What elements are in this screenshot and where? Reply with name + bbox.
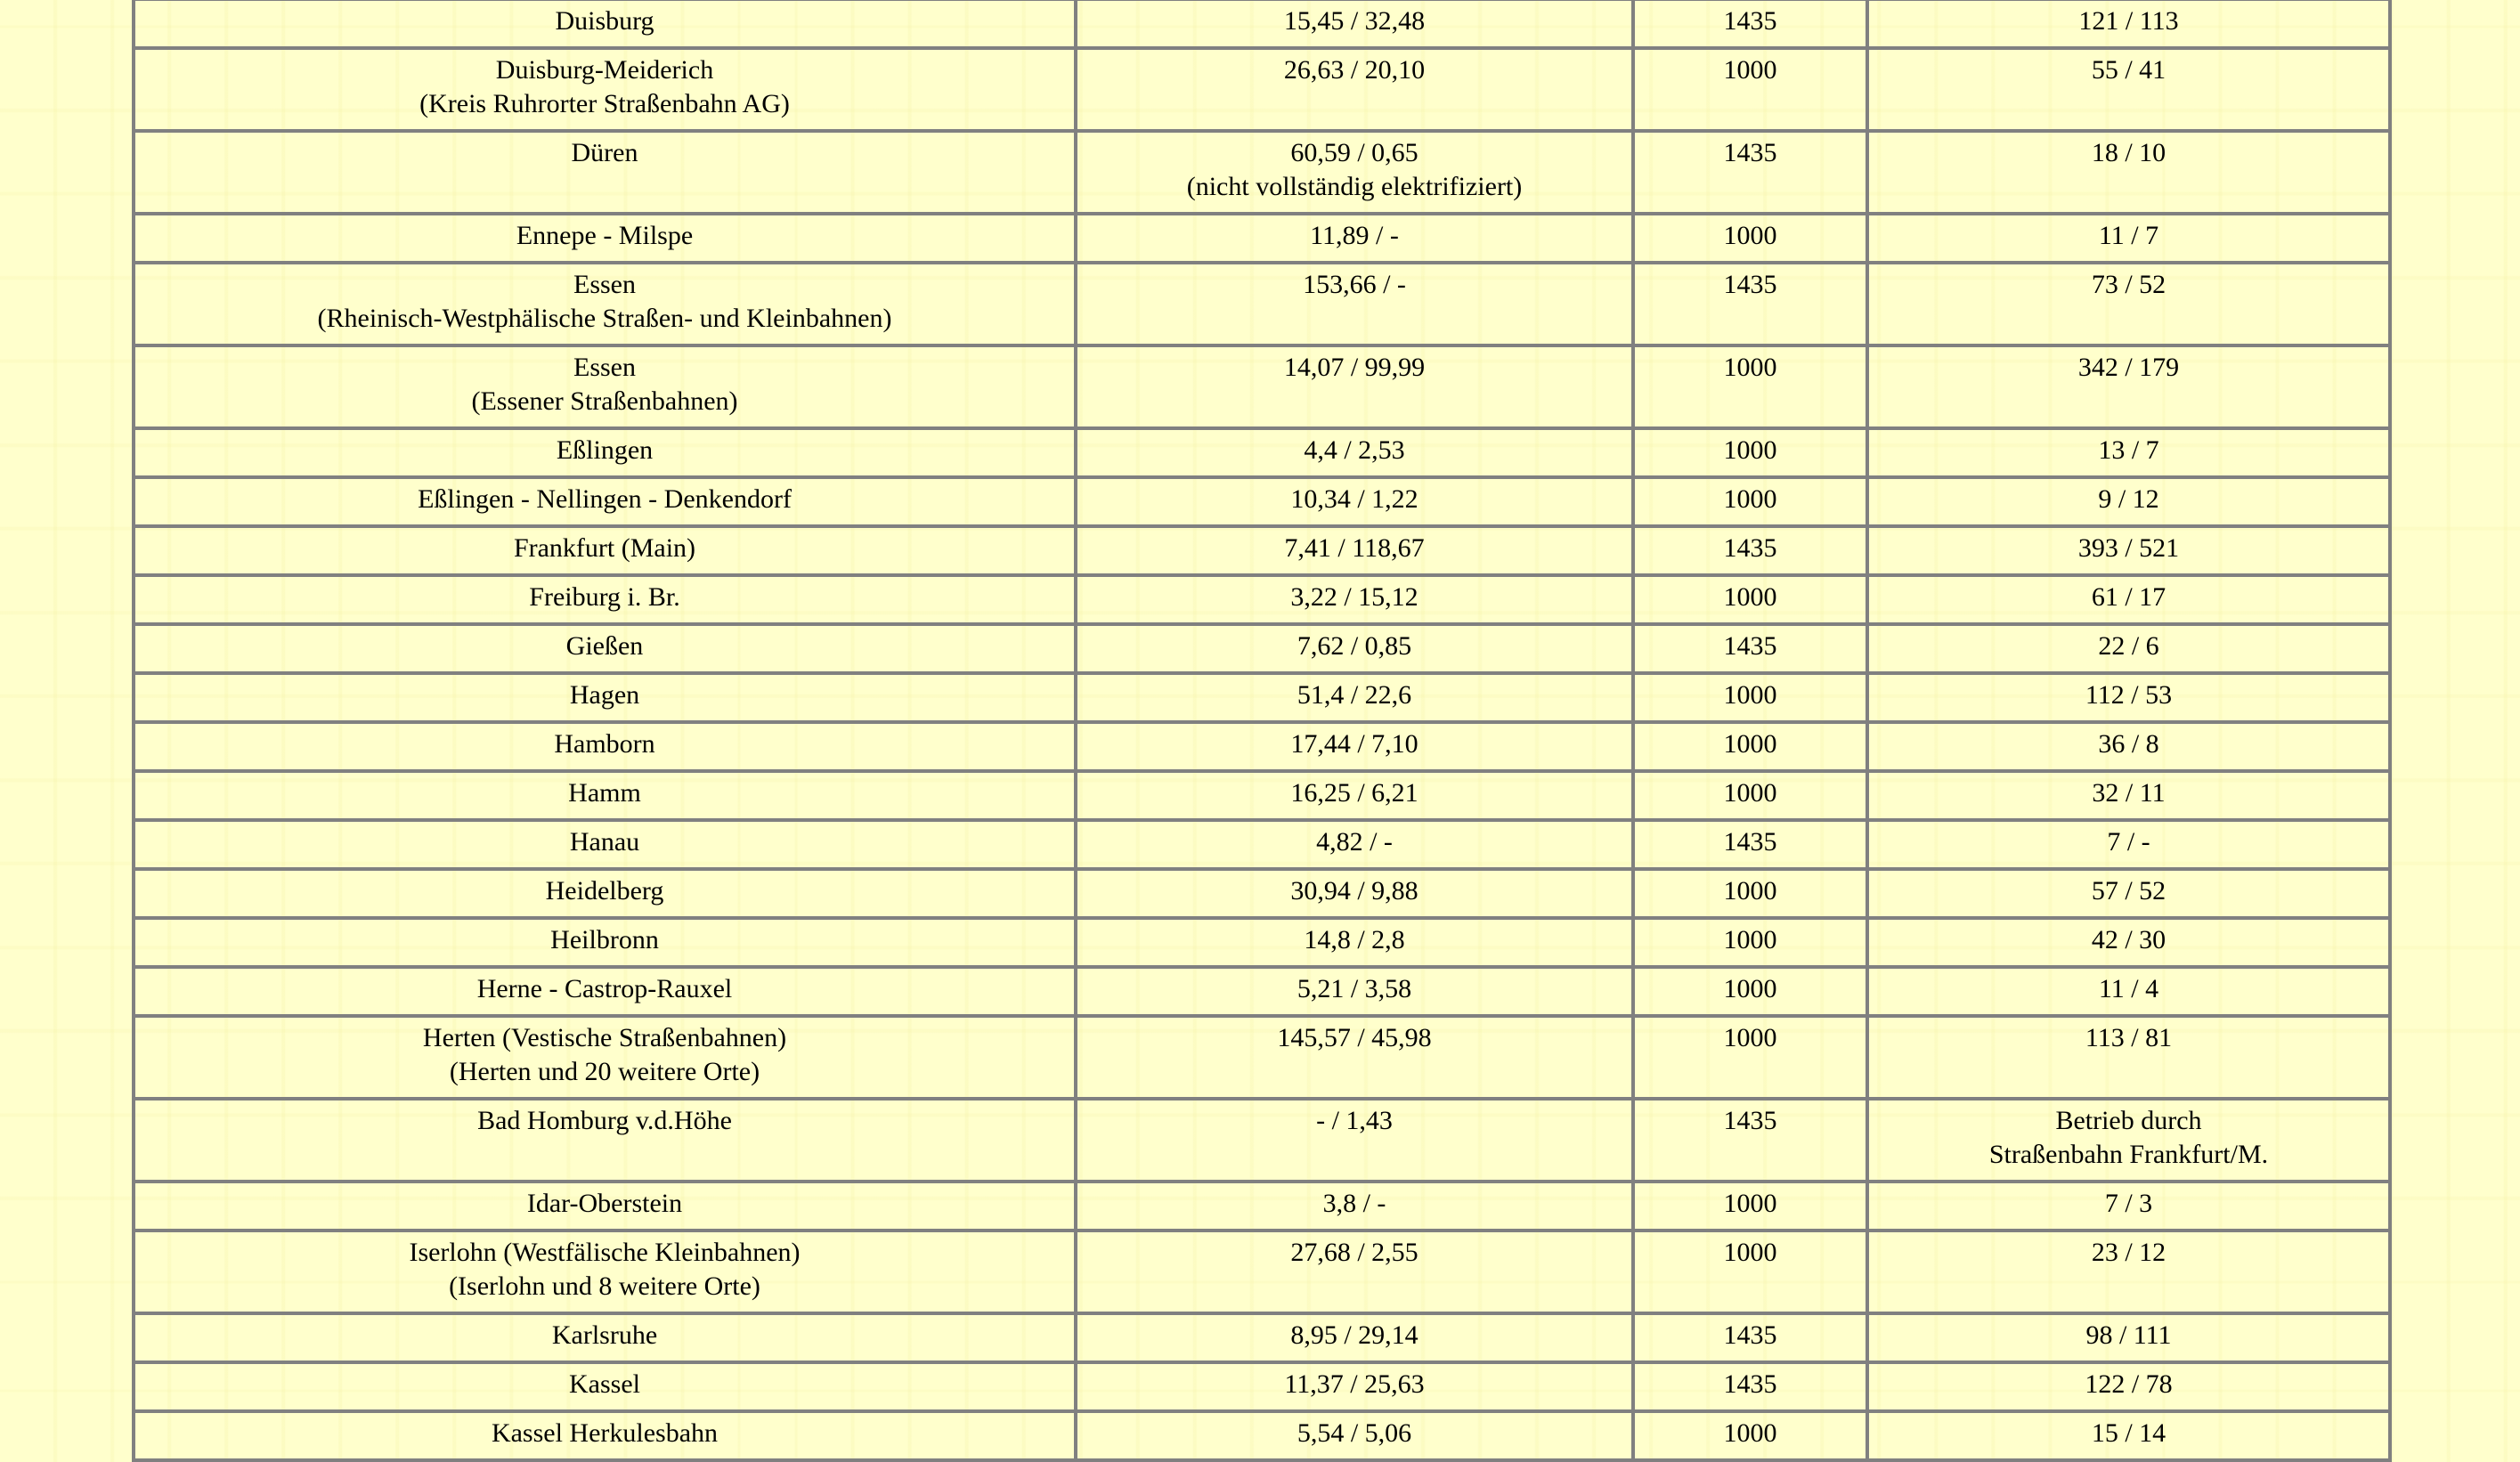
cell-track-length-text: 5,54 / 5,06 — [1297, 1418, 1412, 1448]
cell-vehicles-text: Betrieb durch — [2055, 1106, 2202, 1135]
cell-vehicles-text: 73 / 52 — [2091, 270, 2166, 299]
cell-gauge — [1633, 1313, 1867, 1362]
cell-track-length-text: 26,63 / 20,10 — [1283, 55, 1426, 85]
cell-vehicles — [1867, 869, 2390, 918]
cell-track-length — [1076, 0, 1633, 48]
cell-track-length — [1076, 771, 1633, 820]
cell-city — [134, 575, 1076, 624]
table-row — [134, 477, 2390, 526]
table-row — [134, 1231, 2390, 1313]
cell-gauge — [1633, 1016, 1867, 1099]
cell-gauge-text: 1000 — [1723, 353, 1777, 382]
table-row — [134, 722, 2390, 771]
table-row — [134, 918, 2390, 967]
cell-vehicles-text: 18 / 10 — [2091, 138, 2166, 167]
table-row — [134, 869, 2390, 918]
cell-gauge-text: 1000 — [1723, 55, 1777, 85]
cell-gauge — [1633, 820, 1867, 869]
table-row — [134, 1313, 2390, 1362]
cell-track-length-text: 7,41 / 118,67 — [1284, 533, 1425, 563]
cell-vehicles-text: 121 / 113 — [2078, 6, 2179, 36]
cell-vehicles-subtext: Straßenbahn Frankfurt/M. — [1988, 1140, 2269, 1169]
cell-vehicles-text: 113 / 81 — [2085, 1023, 2173, 1052]
cell-city — [134, 1362, 1076, 1411]
cell-gauge — [1633, 48, 1867, 131]
cell-track-length — [1076, 1362, 1633, 1411]
cell-city — [134, 673, 1076, 722]
cell-vehicles — [1867, 1362, 2390, 1411]
cell-city-subtext: (Rheinisch-Westphälische Straßen- und Kleinbahnen) — [317, 304, 892, 333]
cell-city-text: Herten (Vestische Straßenbahnen) — [422, 1023, 787, 1052]
cell-gauge-text: 1000 — [1723, 221, 1777, 250]
cell-track-length — [1076, 345, 1633, 428]
cell-gauge — [1633, 526, 1867, 575]
cell-city — [134, 967, 1076, 1016]
cell-gauge-text: 1435 — [1723, 138, 1777, 167]
cell-city — [134, 263, 1076, 345]
cell-gauge — [1633, 428, 1867, 477]
cell-gauge — [1633, 918, 1867, 967]
cell-vehicles-text: 122 / 78 — [2085, 1369, 2173, 1399]
cell-track-length-text: 14,8 / 2,8 — [1304, 925, 1405, 954]
cell-track-length-text: 153,66 / - — [1303, 270, 1406, 299]
cell-gauge-text: 1435 — [1723, 827, 1777, 857]
cell-gauge-text: 1435 — [1723, 1106, 1777, 1135]
table-row — [134, 428, 2390, 477]
table-row — [134, 48, 2390, 131]
cell-vehicles-text: 57 / 52 — [2091, 876, 2166, 906]
cell-city — [134, 131, 1076, 214]
cell-gauge-text: 1435 — [1723, 1369, 1777, 1399]
cell-track-length-text: 11,37 / 25,63 — [1284, 1369, 1425, 1399]
cell-gauge — [1633, 967, 1867, 1016]
cell-vehicles — [1867, 131, 2390, 214]
cell-vehicles — [1867, 263, 2390, 345]
cell-city-text: Essen — [573, 353, 636, 382]
cell-city-text: Eßlingen — [556, 435, 654, 465]
cell-city-text: Duisburg-Meiderich — [495, 55, 714, 85]
cell-gauge — [1633, 1362, 1867, 1411]
cell-track-length-text: 3,8 / - — [1322, 1189, 1386, 1218]
cell-city-text: Herne - Castrop-Rauxel — [476, 974, 733, 1003]
cell-gauge-text: 1435 — [1723, 1320, 1777, 1350]
cell-track-length-text: 3,22 / 15,12 — [1290, 582, 1419, 612]
table-row — [134, 263, 2390, 345]
cell-track-length-text: 17,44 / 7,10 — [1290, 729, 1419, 759]
cell-track-length-text: 8,95 / 29,14 — [1290, 1320, 1419, 1350]
cell-vehicles — [1867, 477, 2390, 526]
cell-vehicles-text: 7 / - — [2107, 827, 2150, 857]
cell-gauge — [1633, 0, 1867, 48]
cell-city — [134, 526, 1076, 575]
cell-city-subtext: (Herten und 20 weitere Orte) — [449, 1057, 760, 1086]
cell-city-subtext: (Essener Straßenbahnen) — [471, 386, 738, 416]
cell-city-text: Freiburg i. Br. — [529, 582, 680, 612]
cell-track-length-text: 145,57 / 45,98 — [1277, 1023, 1432, 1052]
cell-city — [134, 722, 1076, 771]
cell-vehicles-text: 342 / 179 — [2077, 353, 2180, 382]
cell-track-length-text: 30,94 / 9,88 — [1290, 876, 1419, 906]
cell-track-length — [1076, 1411, 1633, 1460]
cell-city-text: Kassel — [569, 1369, 640, 1399]
cell-track-length-text: 27,68 / 2,55 — [1290, 1238, 1419, 1267]
cell-track-length-text: - / 1,43 — [1316, 1106, 1393, 1135]
cell-city — [134, 48, 1076, 131]
cell-vehicles — [1867, 214, 2390, 263]
cell-vehicles — [1867, 0, 2390, 48]
cell-vehicles-text: 11 / 4 — [2098, 974, 2159, 1003]
table-row — [134, 214, 2390, 263]
cell-vehicles — [1867, 428, 2390, 477]
cell-vehicles — [1867, 673, 2390, 722]
cell-track-length — [1076, 673, 1633, 722]
cell-vehicles-text: 9 / 12 — [2098, 484, 2159, 514]
table-row — [134, 820, 2390, 869]
table-row — [134, 967, 2390, 1016]
cell-city-text: Ennepe - Milspe — [516, 221, 694, 250]
cell-track-length — [1076, 1016, 1633, 1099]
cell-vehicles — [1867, 1231, 2390, 1313]
cell-gauge — [1633, 869, 1867, 918]
cell-city-text: Gießen — [565, 631, 644, 661]
cell-track-length — [1076, 1231, 1633, 1313]
cell-gauge-text: 1000 — [1723, 680, 1777, 710]
cell-city-text: Eßlingen - Nellingen - Denkendorf — [418, 484, 792, 514]
cell-vehicles-text: 98 / 111 — [2085, 1320, 2172, 1350]
cell-gauge-text: 1435 — [1723, 533, 1777, 563]
cell-city-text: Idar-Oberstein — [526, 1189, 683, 1218]
cell-city — [134, 771, 1076, 820]
cell-gauge — [1633, 673, 1867, 722]
table-row — [134, 575, 2390, 624]
cell-gauge — [1633, 263, 1867, 345]
cell-track-length — [1076, 477, 1633, 526]
cell-gauge — [1633, 214, 1867, 263]
cell-gauge-text: 1000 — [1723, 484, 1777, 514]
cell-track-length — [1076, 214, 1633, 263]
table-row — [134, 345, 2390, 428]
cell-gauge-text: 1000 — [1723, 1238, 1777, 1267]
cell-gauge-text: 1000 — [1723, 876, 1777, 906]
cell-track-length-text: 5,21 / 3,58 — [1297, 974, 1412, 1003]
cell-vehicles — [1867, 1411, 2390, 1460]
cell-track-length-text: 10,34 / 1,22 — [1290, 484, 1419, 514]
cell-gauge-text: 1435 — [1723, 6, 1777, 36]
cell-city-text: Essen — [573, 270, 636, 299]
cell-vehicles — [1867, 1182, 2390, 1231]
cell-gauge-text: 1000 — [1723, 1418, 1777, 1448]
cell-track-length-text: 4,82 / - — [1316, 827, 1393, 857]
table-row — [134, 1016, 2390, 1099]
cell-city-text: Duisburg — [555, 6, 654, 36]
table-row — [134, 526, 2390, 575]
cell-track-length — [1076, 1099, 1633, 1182]
cell-vehicles-text: 15 / 14 — [2091, 1418, 2166, 1448]
cell-vehicles-text: 22 / 6 — [2098, 631, 2159, 661]
cell-city-text: Hagen — [569, 680, 640, 710]
cell-vehicles-text: 112 / 53 — [2085, 680, 2173, 710]
cell-city-text: Hamborn — [554, 729, 655, 759]
table-row — [134, 1182, 2390, 1231]
cell-gauge-text: 1000 — [1723, 435, 1777, 465]
cell-vehicles — [1867, 48, 2390, 131]
cell-city — [134, 428, 1076, 477]
cell-track-length — [1076, 918, 1633, 967]
tram-statistics-table — [132, 0, 2392, 1462]
cell-gauge — [1633, 477, 1867, 526]
table-row — [134, 771, 2390, 820]
cell-city-subtext: (Iserlohn und 8 weitere Orte) — [449, 1271, 760, 1301]
cell-city — [134, 624, 1076, 673]
cell-gauge — [1633, 722, 1867, 771]
cell-city — [134, 0, 1076, 48]
cell-gauge-text: 1000 — [1723, 582, 1777, 612]
cell-vehicles-text: 11 / 7 — [2098, 221, 2159, 250]
cell-city-text: Bad Homburg v.d.Höhe — [477, 1106, 732, 1135]
table-row — [134, 1411, 2390, 1460]
cell-vehicles — [1867, 967, 2390, 1016]
cell-vehicles-text: 32 / 11 — [2092, 778, 2166, 808]
cell-gauge — [1633, 1182, 1867, 1231]
cell-city-text: Kassel Herkulesbahn — [491, 1418, 719, 1448]
cell-gauge-text: 1000 — [1723, 729, 1777, 759]
cell-gauge — [1633, 624, 1867, 673]
cell-city — [134, 869, 1076, 918]
cell-vehicles — [1867, 345, 2390, 428]
cell-vehicles — [1867, 771, 2390, 820]
table-row — [134, 1362, 2390, 1411]
cell-track-length-text: 4,4 / 2,53 — [1304, 435, 1405, 465]
cell-vehicles-text: 61 / 17 — [2091, 582, 2166, 612]
cell-track-length-text: 60,59 / 0,65 — [1290, 138, 1419, 167]
table-body — [134, 0, 2390, 1460]
cell-city-subtext: (Kreis Ruhrorter Straßenbahn AG) — [419, 89, 790, 118]
table-row — [134, 624, 2390, 673]
cell-city-text: Düren — [571, 138, 638, 167]
cell-track-length-text: 14,07 / 99,99 — [1283, 353, 1426, 382]
cell-gauge-text: 1000 — [1723, 974, 1777, 1003]
cell-vehicles-text: 55 / 41 — [2091, 55, 2166, 85]
cell-track-length — [1076, 722, 1633, 771]
cell-vehicles — [1867, 526, 2390, 575]
cell-city — [134, 1099, 1076, 1182]
cell-city-text: Iserlohn (Westfälische Kleinbahnen) — [409, 1238, 801, 1267]
cell-track-length-text: 7,62 / 0,85 — [1297, 631, 1412, 661]
cell-vehicles — [1867, 1313, 2390, 1362]
cell-gauge-text: 1000 — [1723, 1023, 1777, 1052]
cell-track-length — [1076, 131, 1633, 214]
cell-city — [134, 477, 1076, 526]
cell-vehicles-text: 42 / 30 — [2091, 925, 2166, 954]
table-row — [134, 131, 2390, 214]
cell-gauge-text: 1435 — [1723, 631, 1777, 661]
cell-vehicles-text: 393 / 521 — [2077, 533, 2180, 563]
cell-city — [134, 214, 1076, 263]
cell-vehicles-text: 36 / 8 — [2098, 729, 2159, 759]
cell-vehicles — [1867, 820, 2390, 869]
cell-track-length-text: 11,89 / - — [1310, 221, 1399, 250]
cell-city — [134, 1016, 1076, 1099]
cell-city — [134, 1231, 1076, 1313]
cell-gauge — [1633, 131, 1867, 214]
cell-track-length — [1076, 820, 1633, 869]
cell-gauge — [1633, 1231, 1867, 1313]
cell-city — [134, 1182, 1076, 1231]
cell-track-length — [1076, 263, 1633, 345]
cell-gauge-text: 1000 — [1723, 778, 1777, 808]
table-row — [134, 1099, 2390, 1182]
cell-city — [134, 918, 1076, 967]
cell-city — [134, 1313, 1076, 1362]
cell-track-length — [1076, 869, 1633, 918]
cell-track-length — [1076, 624, 1633, 673]
cell-track-length — [1076, 1313, 1633, 1362]
cell-track-length — [1076, 428, 1633, 477]
cell-vehicles — [1867, 918, 2390, 967]
cell-city-text: Frankfurt (Main) — [513, 533, 696, 563]
cell-vehicles — [1867, 1016, 2390, 1099]
cell-gauge — [1633, 1099, 1867, 1182]
cell-vehicles — [1867, 1099, 2390, 1182]
cell-gauge-text: 1000 — [1723, 1189, 1777, 1218]
cell-vehicles — [1867, 722, 2390, 771]
cell-track-length — [1076, 967, 1633, 1016]
cell-city — [134, 345, 1076, 428]
cell-city — [134, 820, 1076, 869]
cell-city-text: Karlsruhe — [551, 1320, 658, 1350]
cell-gauge — [1633, 575, 1867, 624]
cell-gauge-text: 1000 — [1723, 925, 1777, 954]
cell-track-length-text: 51,4 / 22,6 — [1297, 680, 1412, 710]
cell-vehicles-text: 23 / 12 — [2091, 1238, 2166, 1267]
cell-gauge — [1633, 1411, 1867, 1460]
cell-city-text: Hanau — [569, 827, 640, 857]
cell-gauge-text: 1435 — [1723, 270, 1777, 299]
table-row — [134, 0, 2390, 48]
cell-city-text: Heilbronn — [550, 925, 659, 954]
cell-vehicles-text: 7 / 3 — [2104, 1189, 2153, 1218]
cell-city-text: Hamm — [568, 778, 641, 808]
cell-gauge — [1633, 771, 1867, 820]
cell-track-length — [1076, 575, 1633, 624]
cell-track-length — [1076, 48, 1633, 131]
cell-vehicles — [1867, 575, 2390, 624]
cell-track-length — [1076, 526, 1633, 575]
cell-vehicles-text: 13 / 7 — [2098, 435, 2159, 465]
table-row — [134, 673, 2390, 722]
cell-track-length-text: 15,45 / 32,48 — [1283, 6, 1426, 36]
cell-gauge — [1633, 345, 1867, 428]
cell-city — [134, 1411, 1076, 1460]
cell-track-length-text: 16,25 / 6,21 — [1290, 778, 1419, 808]
cell-vehicles — [1867, 624, 2390, 673]
cell-city-text: Heidelberg — [545, 876, 664, 906]
cell-track-length-subtext: (nicht vollständig elektrifiziert) — [1186, 172, 1523, 201]
cell-track-length — [1076, 1182, 1633, 1231]
